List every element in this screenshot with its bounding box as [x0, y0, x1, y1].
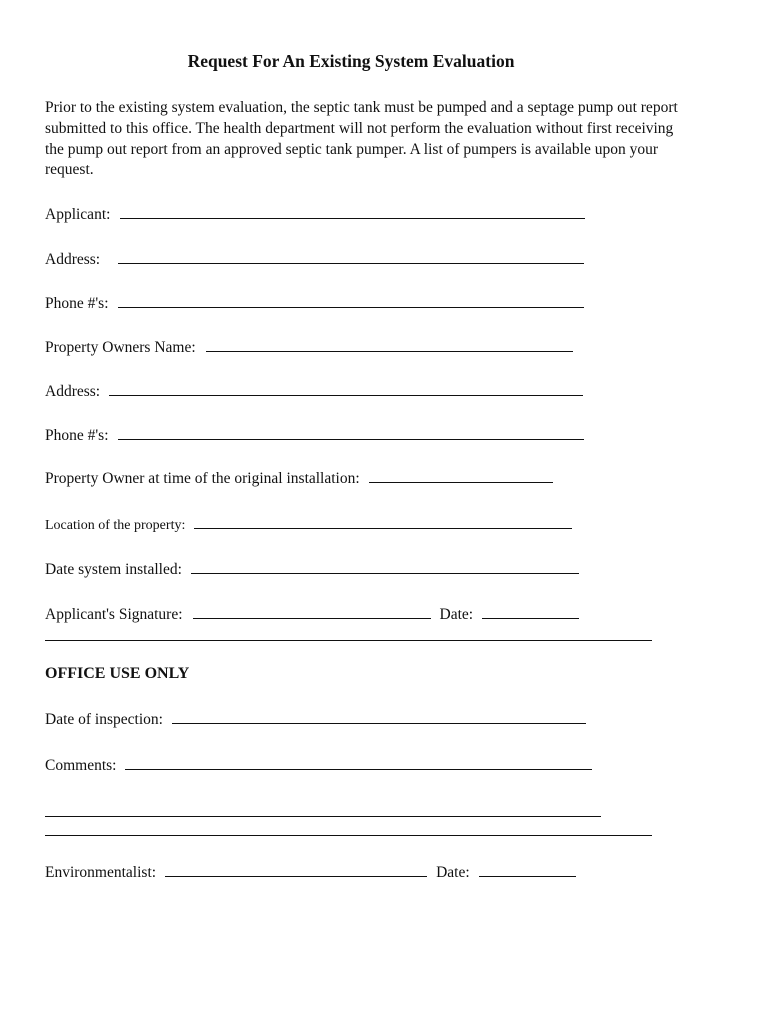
owner-address-row	[45, 381, 583, 401]
env-date-label: Date:	[436, 864, 470, 881]
applicant-signature-label: Applicant's Signature:	[45, 606, 183, 623]
phone-row	[45, 293, 584, 313]
original-owner-label: Property Owner at time of the original installation:	[45, 470, 360, 487]
intro-paragraph: Prior to the existing system evaluation, the septic tank must be pumped and a septage pump out report submitted to this office. The health department will not perform the evaluation without first receiving the pump out report from an approved septic tank pumper. A list of pumpers is available upon your request.	[45, 99, 678, 179]
applicant-signature-field[interactable]	[193, 604, 431, 619]
original-owner-field[interactable]	[369, 468, 553, 483]
owner-phone-label: Phone #'s:	[45, 427, 109, 444]
phone-label: Phone #'s:	[45, 295, 109, 312]
location-label: Location of the property:	[45, 518, 186, 533]
property-owners-name-field[interactable]	[206, 337, 573, 352]
applicant-label: Applicant:	[45, 206, 111, 223]
address-row	[45, 249, 584, 269]
comments-field[interactable]	[125, 755, 592, 770]
env-date-field[interactable]	[479, 862, 576, 877]
signature-row	[45, 604, 579, 624]
signature-date-label: Date:	[439, 606, 474, 623]
date-installed-row	[45, 559, 579, 579]
property-owners-name-row	[45, 337, 573, 357]
comments-row	[45, 755, 592, 775]
address-label: Address:	[45, 251, 101, 268]
property-owners-name-label: Property Owners Name:	[45, 339, 196, 356]
office-use-heading: OFFICE USE ONLY	[45, 665, 190, 682]
owner-phone-row	[45, 425, 584, 445]
date-installed-label: Date system installed:	[45, 561, 182, 578]
location-row	[45, 514, 572, 534]
applicant-row	[45, 204, 585, 224]
environmentalist-row	[45, 862, 576, 882]
date-installed-field[interactable]	[191, 559, 579, 574]
owner-phone-field[interactable]	[118, 425, 584, 440]
date-of-inspection-row	[45, 709, 586, 729]
date-of-inspection-field[interactable]	[172, 709, 586, 724]
comments-label: Comments:	[45, 757, 117, 774]
environmentalist-field[interactable]	[165, 862, 427, 877]
address-field[interactable]	[118, 249, 584, 264]
date-of-inspection-label: Date of inspection:	[45, 711, 163, 728]
bottom-divider	[45, 835, 652, 836]
environmentalist-label: Environmentalist:	[45, 864, 157, 881]
comments-continuation-line[interactable]	[45, 816, 601, 817]
section-divider	[45, 640, 652, 641]
applicant-field[interactable]	[120, 204, 585, 219]
owner-address-label: Address:	[45, 383, 101, 400]
signature-date-field[interactable]	[482, 604, 579, 619]
location-field[interactable]	[194, 514, 572, 529]
phone-field[interactable]	[118, 293, 584, 308]
original-owner-row	[45, 468, 553, 488]
form-title: Request For An Existing System Evaluation	[187, 51, 515, 71]
owner-address-field[interactable]	[109, 381, 583, 396]
